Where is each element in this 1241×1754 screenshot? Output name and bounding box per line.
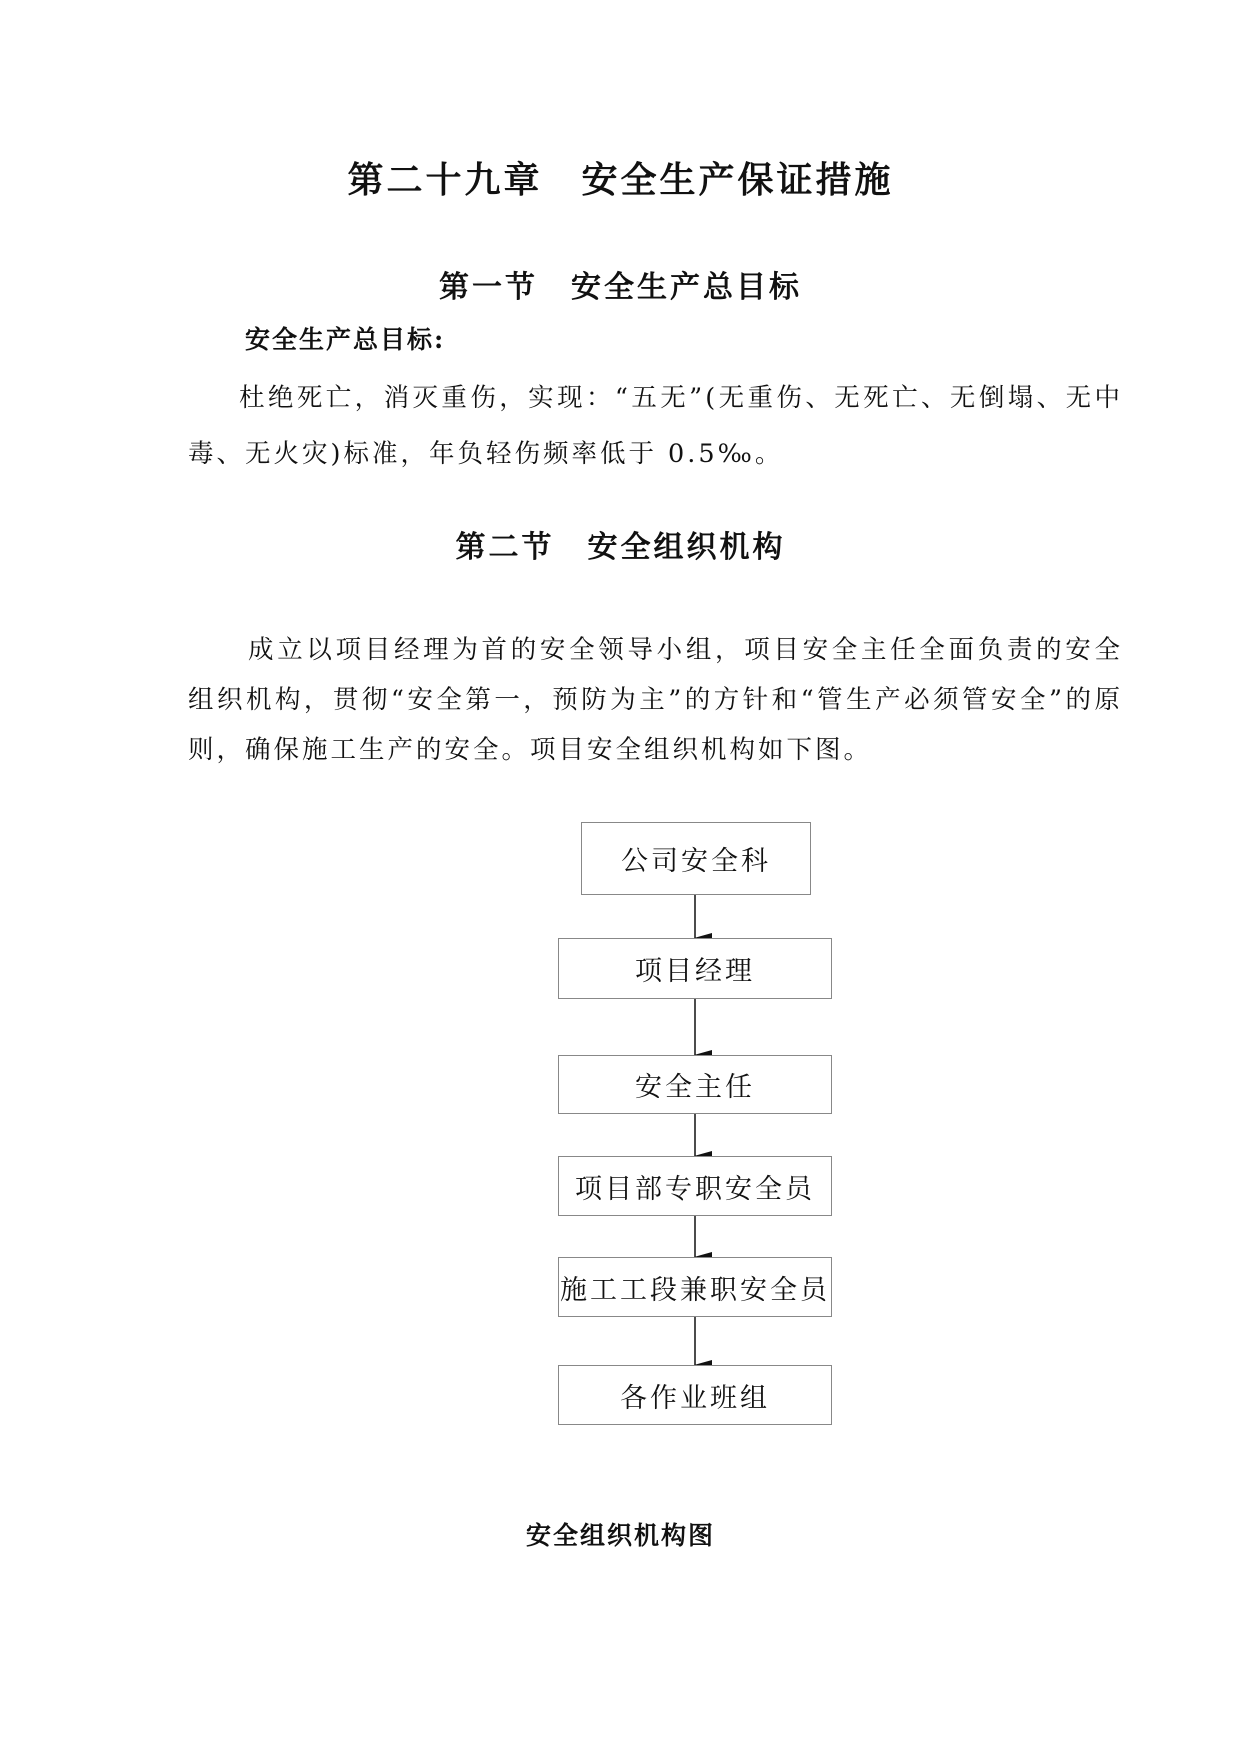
goal-subheading: 安全生产总目标: <box>245 325 446 354</box>
org-node-parttime-safety-officer: 施工工段兼职安全员 <box>558 1257 832 1317</box>
org-node-fulltime-safety-officer: 项目部专职安全员 <box>558 1156 832 1216</box>
chapter-title: 第二十九章 安全生产保证措施 <box>347 159 894 201</box>
organization-paragraph: 成立以项目经理为首的安全领导小组，项目安全主任全面负责的安全组织机构，贯彻“安全第一，预防为主”的方针和“管生产必须管安全”的原则，确保施工生产的安全。项目安全组织机构如下图。 <box>188 635 1123 765</box>
org-node-safety-director: 安全主任 <box>558 1055 832 1114</box>
org-node-work-teams: 各作业班组 <box>558 1365 832 1425</box>
org-chart-caption: 安全组织机构图 <box>525 1521 715 1550</box>
org-node-project-manager: 项目经理 <box>558 938 832 999</box>
section-title-2: 第二节 安全组织机构 <box>455 530 786 565</box>
goal-paragraph: 杜绝死亡，消灭重伤，实现：“五无”(无重伤、无死亡、无倒塌、无中毒、无火灾)标准，年负轻伤频率低于 0.5‰。 <box>188 383 1123 469</box>
org-node-company-safety-dept: 公司安全科 <box>581 822 811 895</box>
section-title-1: 第一节 安全生产总目标 <box>439 270 802 305</box>
